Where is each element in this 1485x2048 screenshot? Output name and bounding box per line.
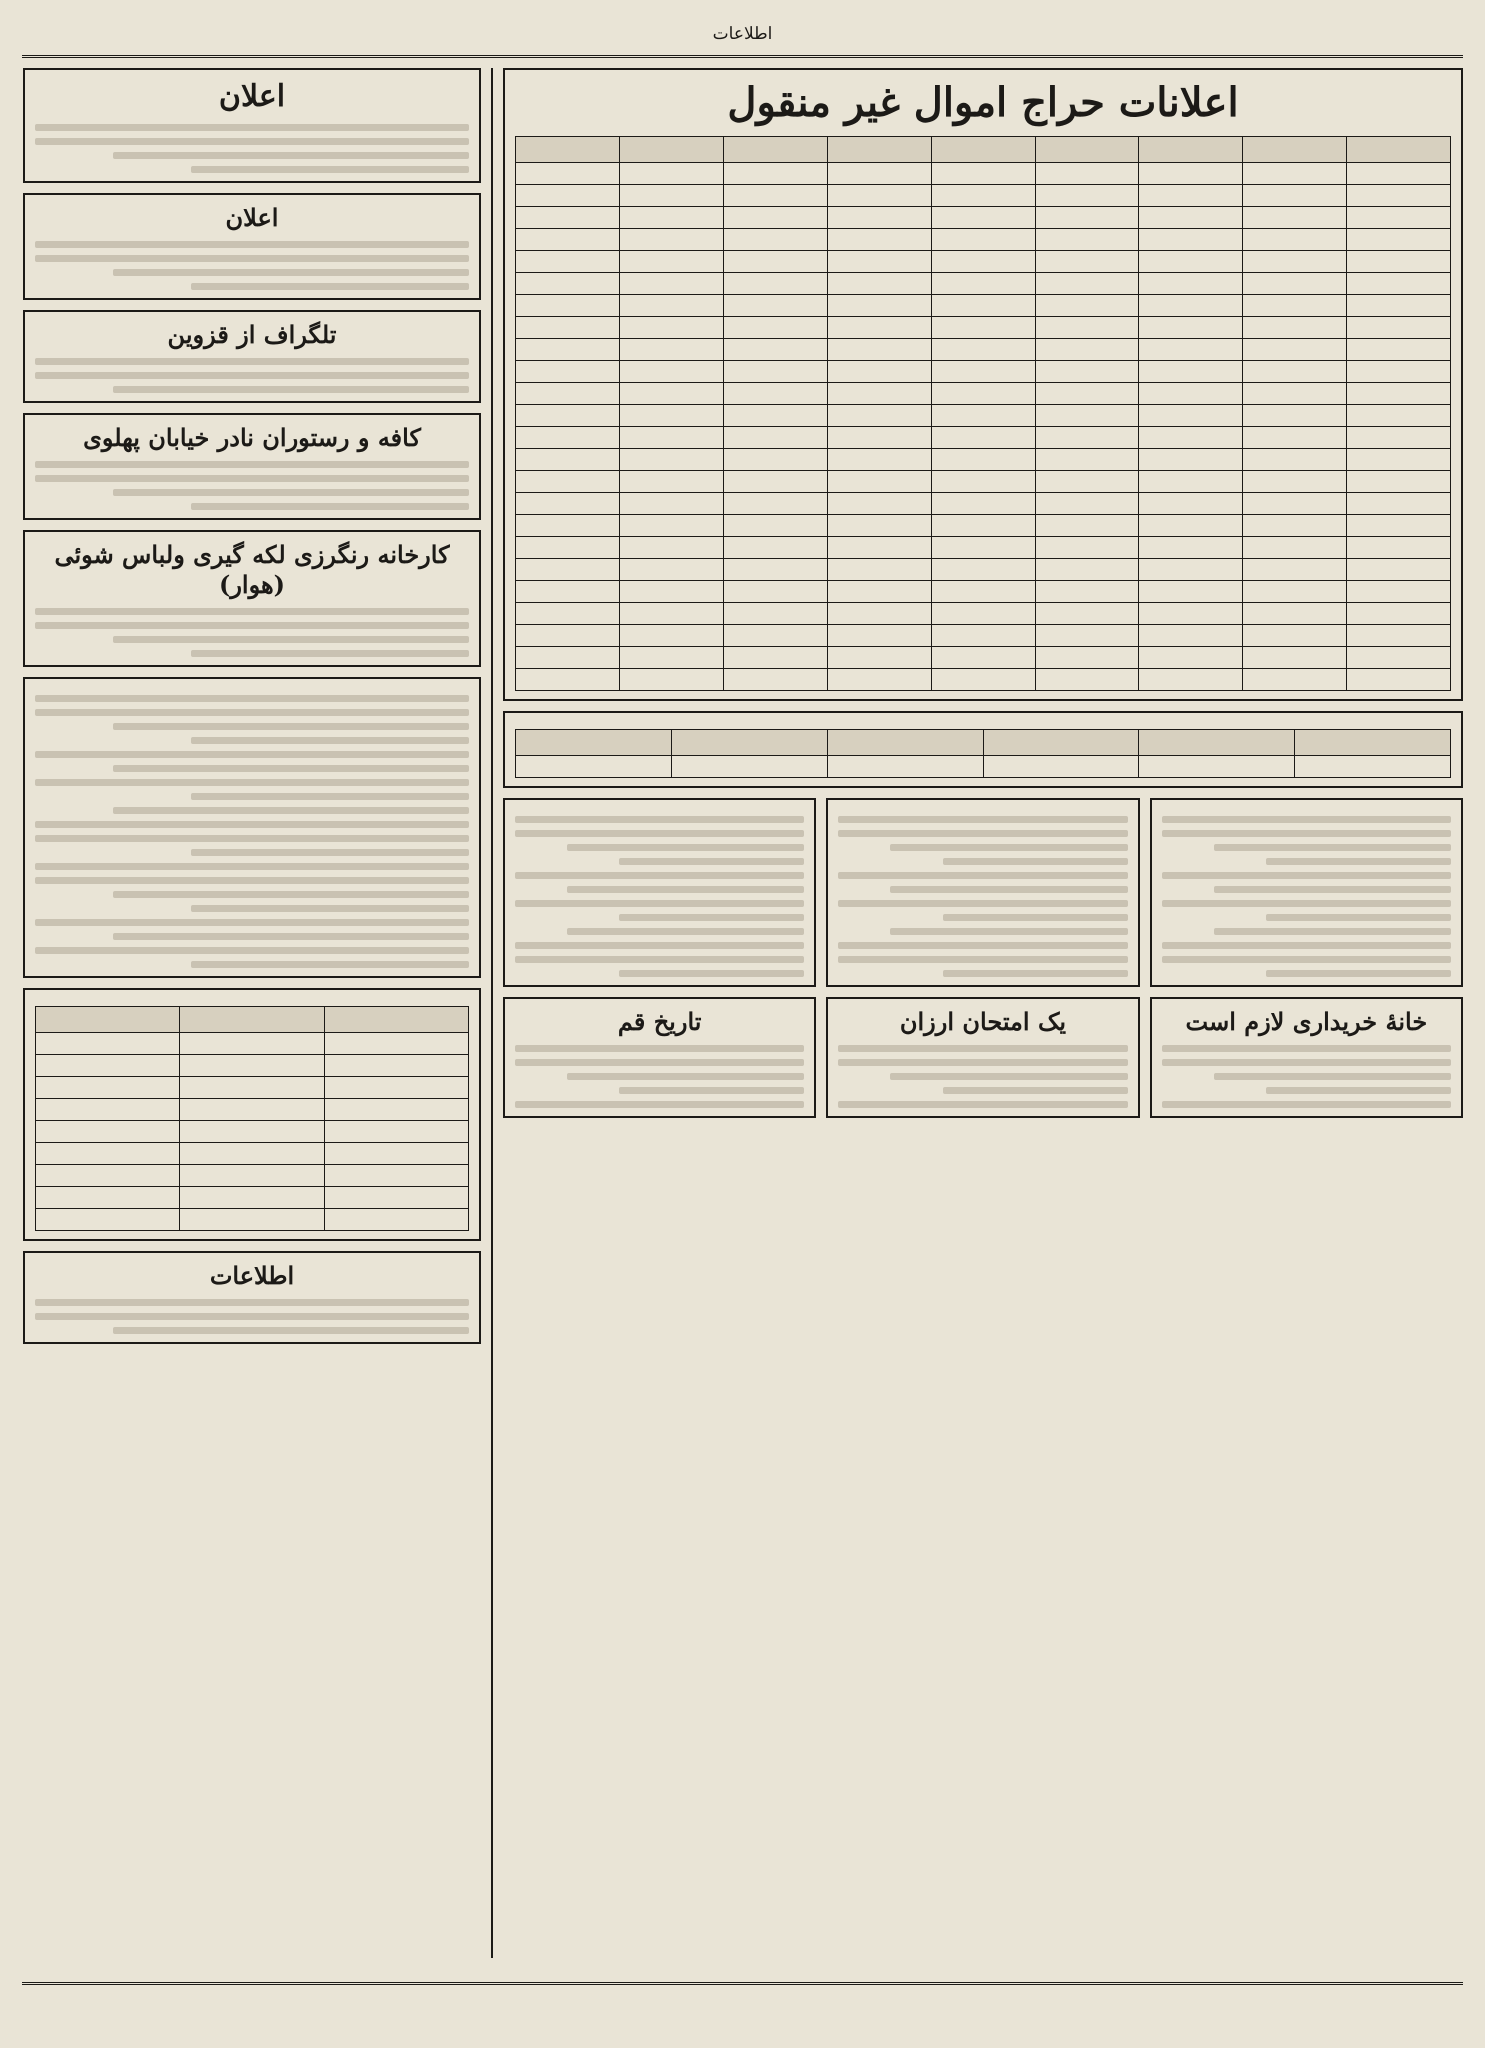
exam-headline: یک امتحان ارزان [899, 1007, 1067, 1036]
auction-immovable-table [515, 136, 1451, 691]
auction-notice [826, 798, 1139, 987]
exam-notice [826, 997, 1139, 1118]
telegram-headline: تلگراف از قزوین [167, 319, 337, 349]
lower-notices-grid [503, 997, 1463, 1118]
auction-notices-grid [503, 798, 1463, 987]
auction-movable-section [503, 711, 1463, 788]
pharmacy-and-calendar [23, 988, 481, 1241]
pharmacy-table [35, 1006, 469, 1231]
history-notice [503, 997, 816, 1118]
legal-notices [23, 677, 481, 978]
footer-banner [22, 1982, 1463, 2026]
main-column [503, 68, 1463, 1958]
auction-notice [1150, 798, 1463, 987]
dyeworks-notice [23, 530, 481, 667]
notice-headline: اعلان [218, 79, 286, 114]
auction-movable-table [515, 729, 1451, 778]
dyeworks-headline: کارخانه رنگرزی لکه گیری ولباس شوئی (هوار) [54, 539, 450, 599]
masthead-title: اطلاعات [712, 23, 773, 44]
cafe-headline: کافه و رستوران نادر خیابان پهلوی [83, 422, 421, 452]
ettelaat-info [23, 1251, 481, 1344]
masthead [22, 18, 1463, 58]
auction-notice [503, 798, 816, 987]
cafe-notice [23, 413, 481, 520]
telegram-notice [23, 310, 481, 403]
auction-immovable-section [503, 68, 1463, 701]
notice-box [23, 68, 481, 183]
history-headline: تاریخ قم [617, 1007, 702, 1036]
house-wanted-headline: خانهٔ خریداری لازم است [1185, 1007, 1428, 1036]
ettelaat-headline: اطلاعات [209, 1260, 295, 1290]
auction-immovable-headline: اعلانات حراج اموال غیر منقول [727, 79, 1239, 126]
house-wanted-notice [1150, 997, 1463, 1118]
notice-box [23, 193, 481, 300]
side-column [23, 68, 493, 1958]
notice-headline: اعلان [225, 202, 279, 232]
